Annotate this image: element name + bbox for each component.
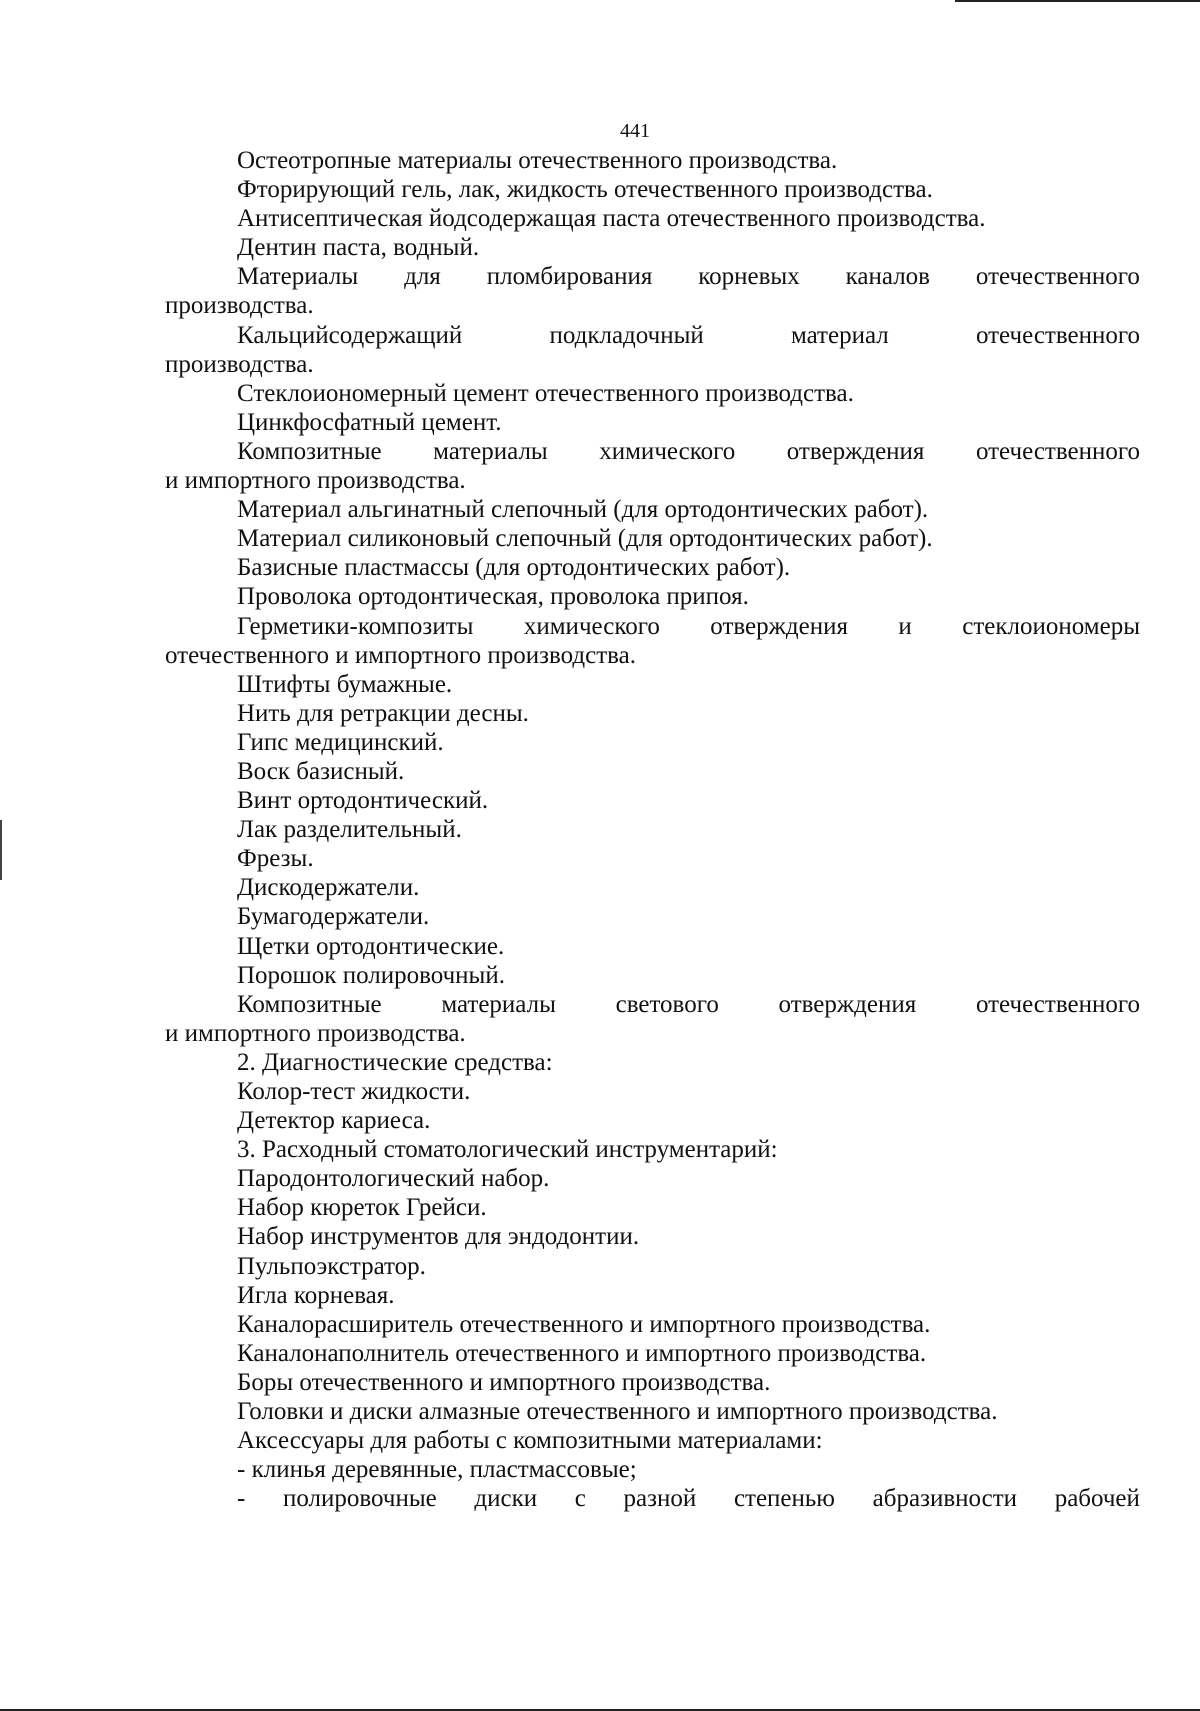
list-item: Лак разделительный. bbox=[237, 816, 462, 844]
list-item: Фторирующий гель, лак, жидкость отечественного производства. bbox=[237, 176, 933, 204]
list-item: Гипс медицинский. bbox=[237, 728, 444, 756]
word: полировочные bbox=[282, 1485, 437, 1513]
scan-edge-left bbox=[0, 820, 2, 880]
list-item: Набор кюреток Грейси. bbox=[237, 1194, 487, 1222]
list-item: Остеотропные материалы отечественного производства. bbox=[237, 147, 838, 174]
list-item: Винт ортодонтический. bbox=[237, 787, 489, 815]
list-item: Материал силиконовый слепочный (для ортодонтических работ). bbox=[237, 525, 933, 553]
justified-line bbox=[165, 990, 1140, 1019]
word: отечественного bbox=[975, 437, 1140, 465]
list-item: Фрезы. bbox=[237, 845, 314, 873]
section-heading: 2. Диагностические средства: bbox=[237, 1048, 553, 1076]
section-heading: 3. Расходный стоматологический инструментарий: bbox=[237, 1136, 778, 1164]
list-item: Порошок полировочный. bbox=[237, 961, 505, 989]
list-item: Цинкфосфатный цемент. bbox=[237, 408, 502, 436]
justified-line bbox=[165, 1484, 1140, 1513]
list-item: Набор инструментов для эндодонтии. bbox=[237, 1223, 640, 1251]
list-item: - клинья деревянные, пластмассовые; bbox=[237, 1456, 637, 1484]
list-item: Колор-тест жидкости. bbox=[237, 1078, 471, 1105]
continuation-line: производства. bbox=[165, 292, 314, 320]
list-item: Каналонаполнитель отечественного и импортного производства. bbox=[237, 1339, 927, 1367]
list-item: Игла корневая. bbox=[237, 1281, 395, 1309]
word: химического bbox=[523, 612, 660, 640]
list-item: Щетки ортодонтические. bbox=[237, 932, 505, 960]
list-item: Штифты бумажные. bbox=[237, 670, 453, 698]
justified-line bbox=[165, 321, 1140, 350]
word: - bbox=[237, 1485, 246, 1513]
word: рабочей bbox=[1054, 1485, 1140, 1513]
word: диски bbox=[474, 1485, 538, 1513]
word: отечественного bbox=[975, 263, 1140, 291]
list-item: Каналорасширитель отечественного и импортного производства. bbox=[237, 1310, 931, 1338]
continuation-line: и импортного производства. bbox=[165, 467, 466, 495]
word: материалы bbox=[433, 437, 548, 465]
continuation-line: отечественного и импортного производства. bbox=[165, 641, 636, 669]
list-item: Бумагодержатели. bbox=[237, 903, 430, 931]
word: абразивности bbox=[872, 1485, 1018, 1513]
word: материалы bbox=[441, 990, 556, 1018]
continuation-line: производства. bbox=[165, 350, 314, 378]
word: светового bbox=[615, 990, 719, 1018]
list-item: Детектор кариеса. bbox=[237, 1107, 431, 1135]
scan-edge-top bbox=[955, 0, 1200, 2]
justified-line bbox=[165, 437, 1140, 466]
word: с bbox=[574, 1485, 586, 1513]
list-item: Головки и диски алмазные отечественного и импортного производства. bbox=[237, 1398, 998, 1426]
word: разной bbox=[623, 1485, 697, 1513]
word: отечественного bbox=[975, 990, 1140, 1018]
word: корневых bbox=[698, 263, 800, 291]
word: материал bbox=[790, 321, 889, 349]
list-item: Материал альгинатный слепочный (для ортодонтических работ). bbox=[237, 496, 929, 524]
word: химического bbox=[599, 437, 736, 465]
word: Материалы bbox=[237, 263, 359, 291]
word: пломбирования bbox=[486, 263, 653, 291]
word: отверждения bbox=[786, 437, 925, 465]
word: Композитные bbox=[237, 437, 382, 465]
list-item: Стеклоиономерный цемент отечественного производства. bbox=[237, 379, 854, 407]
list-item: Дентин паста, водный. bbox=[237, 234, 480, 262]
list-item: Пародонтологический набор. bbox=[237, 1165, 550, 1193]
list-item: Боры отечественного и импортного производства. bbox=[237, 1368, 771, 1396]
justified-line bbox=[165, 262, 1140, 291]
list-item: Дискодержатели. bbox=[237, 874, 420, 902]
word: стеклоиономеры bbox=[962, 612, 1140, 640]
word: каналов bbox=[845, 263, 930, 291]
justified-line bbox=[165, 612, 1140, 641]
list-item: Нить для ретракции десны. bbox=[237, 699, 529, 727]
word: и bbox=[898, 612, 912, 640]
word: подкладочный bbox=[549, 321, 704, 349]
list-item: Пульпоэкстратор. bbox=[237, 1252, 426, 1280]
word: Кальцийсодержащий bbox=[237, 321, 463, 349]
continuation-line: и импортного производства. bbox=[165, 1019, 466, 1047]
document-body bbox=[165, 146, 1140, 1513]
word: Композитные bbox=[237, 990, 382, 1018]
page-number: 441 bbox=[620, 120, 650, 142]
list-item: Воск базисный. bbox=[237, 757, 405, 785]
list-item: Проволока ортодонтическая, проволока припоя. bbox=[237, 583, 749, 611]
list-item: Аксессуары для работы с композитными материалами: bbox=[237, 1427, 823, 1455]
word: для bbox=[404, 263, 441, 291]
word: отечественного bbox=[975, 321, 1140, 349]
word: отверждения bbox=[710, 612, 848, 640]
word: отверждения bbox=[778, 990, 917, 1018]
word: степенью bbox=[733, 1485, 835, 1513]
list-item: Антисептическая йодсодержащая паста отечественного производства. bbox=[237, 205, 986, 233]
word: Герметики-композиты bbox=[237, 612, 474, 640]
list-item: Базисные пластмассы (для ортодонтических работ). bbox=[237, 554, 791, 582]
